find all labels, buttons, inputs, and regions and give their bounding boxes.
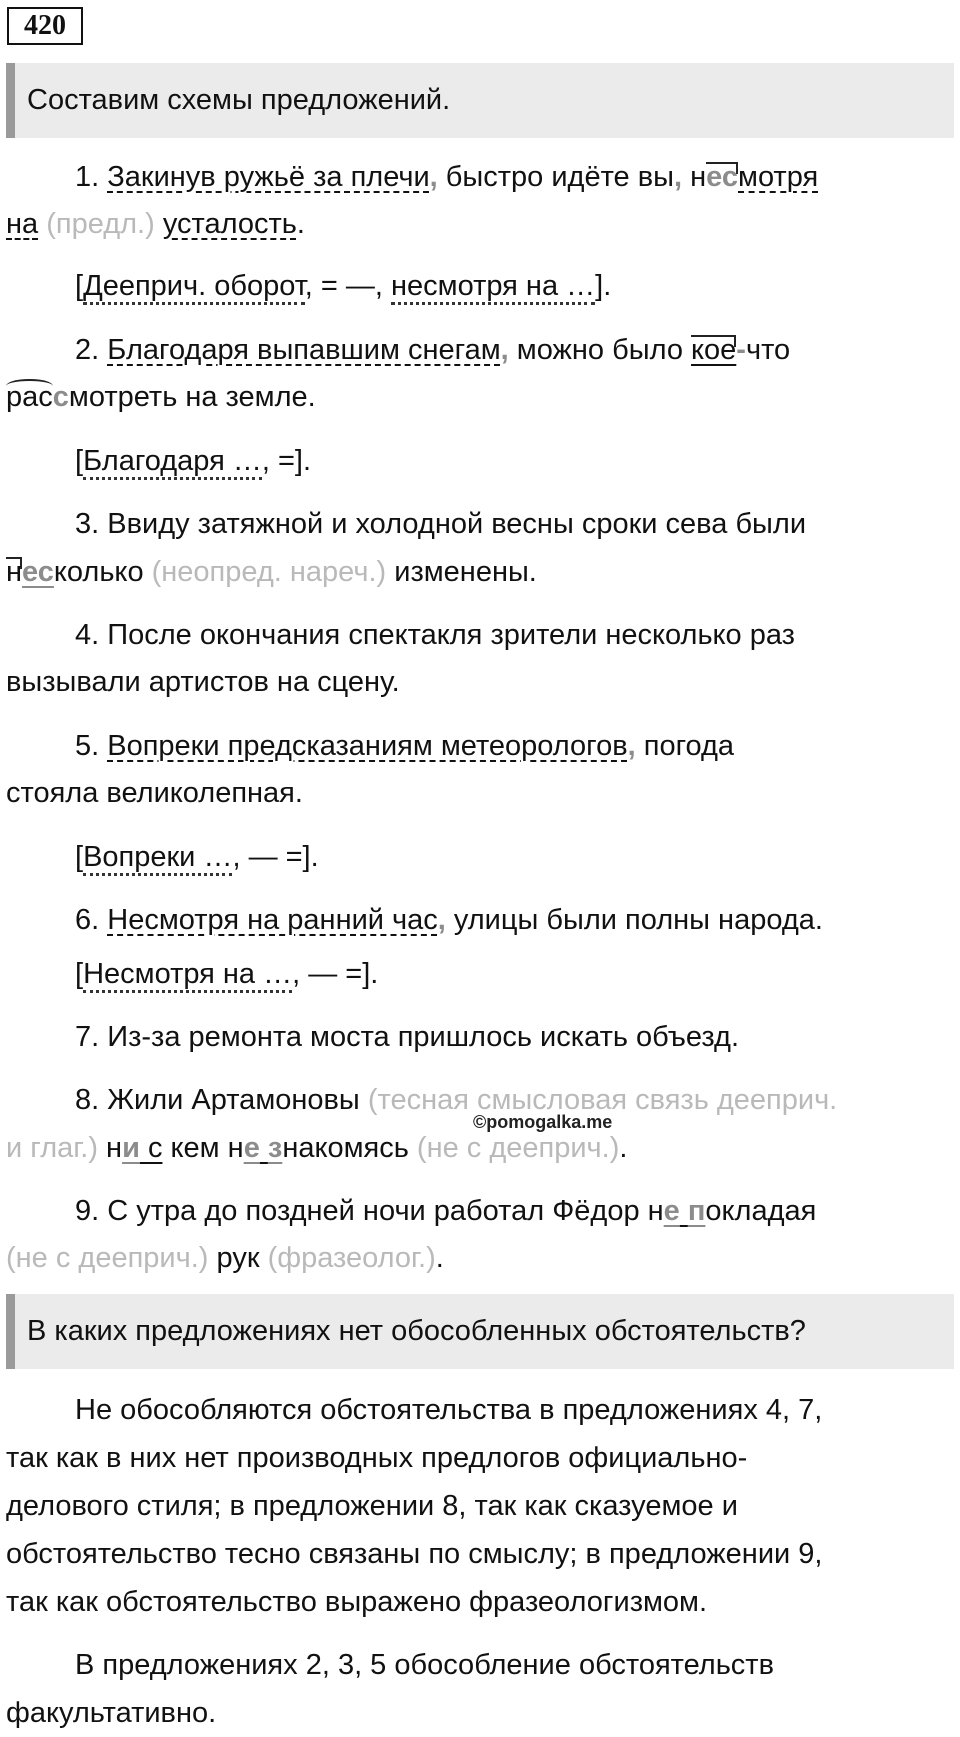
sentence-8-line-1 (75, 1076, 837, 1124)
grammar-note: (не с дееприч.) (416, 1132, 620, 1164)
period: . (435, 1242, 444, 1274)
grammar-note: и глаг.) (6, 1132, 98, 1164)
scheme-adverbial: Несмотря на … (83, 958, 292, 993)
answer-line: так как в них нет производных предлогов официально- (6, 1442, 748, 1474)
sentence-2-line-2 (6, 373, 316, 421)
sentence-3-line-1: 3. Ввиду затяжной и холодной весны сроки сева были (75, 508, 807, 540)
period: . (296, 208, 305, 240)
scheme-text: , — =]. (292, 958, 379, 990)
sentence-8-line-2 (6, 1124, 627, 1172)
heading-question: В каких предложениях нет обособленных обстоятельств? (6, 1294, 954, 1369)
sentence-2-line-1 (75, 326, 790, 374)
sentence-7: 7. Из-за ремонта моста пришлось искать объезд. (75, 1021, 740, 1053)
space-mark (140, 1132, 148, 1164)
letter-mark: е (243, 1132, 260, 1164)
bracket-open: [ (75, 270, 84, 302)
sentence-4-line-1: 4. После окончания спектакля зрители несколько раз (75, 619, 795, 651)
bracket-open: [ (75, 445, 84, 477)
preposition-part: на (6, 208, 39, 240)
sentence-text: накомясь (282, 1132, 417, 1164)
sentence-text: рук (208, 1242, 268, 1274)
answer-line: Не обособляются обстоятельства в предложениях 4, 7, (75, 1394, 823, 1426)
adverbial-phrase: Несмотря на ранний час (107, 904, 438, 936)
scheme-text: , — =]. (232, 841, 319, 873)
sentence-number: 1. (75, 161, 100, 193)
scheme-adverbial: несмотря на … (391, 270, 595, 305)
scheme-5 (75, 833, 319, 881)
sentence-text: кем н (162, 1132, 244, 1164)
sentence-6-line-1 (75, 896, 823, 944)
scheme-adverbial: Вопреки … (83, 841, 232, 876)
participle-phrase: Закинув ружьё за плечи (107, 161, 430, 193)
answer-line: факультативно. (6, 1697, 217, 1729)
adverbial-phrase: Вопреки предсказаниям метеорологов (107, 730, 628, 762)
bracket-open: [ (75, 841, 84, 873)
letter-mark: и (122, 1132, 140, 1164)
letter-mark: п (687, 1195, 706, 1227)
letter-mark: е (663, 1195, 680, 1227)
task-number: 420 (7, 7, 83, 45)
sentence-text: что (745, 334, 791, 366)
scheme-adverbial: Благодаря … (83, 445, 262, 480)
sentence-text: 9. С утра до поздней ночи работал Фёдор н (75, 1195, 664, 1227)
comma-mark: , (627, 730, 636, 762)
comma-mark: , (500, 334, 509, 366)
heading-schemes: Составим схемы предложений. (6, 63, 954, 138)
sentence-1-line-2 (6, 200, 305, 248)
comma-mark: , (429, 161, 438, 193)
bracket-close: ]. (595, 270, 612, 302)
sentence-3-line-2 (6, 548, 537, 596)
sentence-number: 6. (75, 904, 100, 936)
sentence-text: погода (635, 730, 735, 762)
letter-mark: ес (22, 556, 54, 588)
prefix-mark: ес (706, 161, 738, 193)
sentence-text: можно было (508, 334, 692, 366)
sentence-9-line-2 (6, 1234, 444, 1282)
sentence-text: мотреть на земле. (68, 381, 316, 413)
space-mark (680, 1195, 688, 1227)
sentence-5-line-2: стояла великолепная. (6, 777, 303, 809)
sentence-9-line-1 (75, 1187, 816, 1235)
scheme-6 (75, 950, 378, 998)
scheme-text: , =]. (261, 445, 312, 477)
sentence-text: изменены. (386, 556, 537, 588)
prefix-mark: кое (691, 334, 737, 366)
watermark: ©pomogalka.me (473, 1112, 613, 1132)
space-mark (260, 1132, 268, 1164)
preposition-part: мотря (738, 161, 819, 193)
sentence-text: н (682, 161, 707, 193)
comma-mark: , (673, 161, 683, 193)
sentence-text: быстро идёте вы (437, 161, 674, 193)
root-arc: рас (6, 381, 53, 413)
scheme-text: , = —, (304, 270, 392, 302)
comma-mark: , (437, 904, 446, 936)
sentence-number: 5. (75, 730, 100, 762)
sentence-1-line-1 (75, 153, 818, 201)
sentence-number: 2. (75, 334, 100, 366)
prefix-mark: н (6, 556, 23, 588)
sentence-4-line-2: вызывали артистов на сцену. (6, 666, 400, 698)
scheme-participle: Дееприч. оборот (83, 270, 305, 305)
letter-mark: с (52, 381, 69, 413)
sentence-5-line-1 (75, 722, 734, 770)
grammar-note: (не с дееприч.) (6, 1242, 209, 1274)
bracket-open: [ (75, 958, 84, 990)
sentence-text: колько (53, 556, 152, 588)
object-word: усталость (162, 208, 297, 240)
adverbial-phrase: Благодаря выпавшим снегам (107, 334, 501, 366)
letter-mark: с (147, 1132, 163, 1164)
letter-mark: з (267, 1132, 283, 1164)
sentence-text: 8. Жили Артамоновы (75, 1084, 368, 1116)
grammar-note: (тесная смысловая связь дееприч. (367, 1084, 838, 1116)
grammar-note: (фразеолог.) (267, 1242, 436, 1274)
grammar-note: (предл.) (38, 208, 163, 240)
answer-line: обстоятельство тесно связаны по смыслу; в предложении 9, (6, 1538, 823, 1570)
sentence-text: н (98, 1132, 123, 1164)
sentence-text: улицы были полны народа. (445, 904, 823, 936)
scheme-2 (75, 437, 311, 485)
grammar-note: (неопред. нареч.) (151, 556, 387, 588)
scheme-1 (75, 262, 611, 310)
answer-line: так как обстоятельство выражено фразеологизмом. (6, 1586, 708, 1618)
answer-line: В предложениях 2, 3, 5 обособление обстоятельств (75, 1649, 774, 1681)
answer-line: делового стиля; в предложении 8, так как сказуемое и (6, 1490, 738, 1522)
period: . (619, 1132, 628, 1164)
hyphen-mark: - (736, 334, 746, 366)
sentence-text: окладая (705, 1195, 817, 1227)
